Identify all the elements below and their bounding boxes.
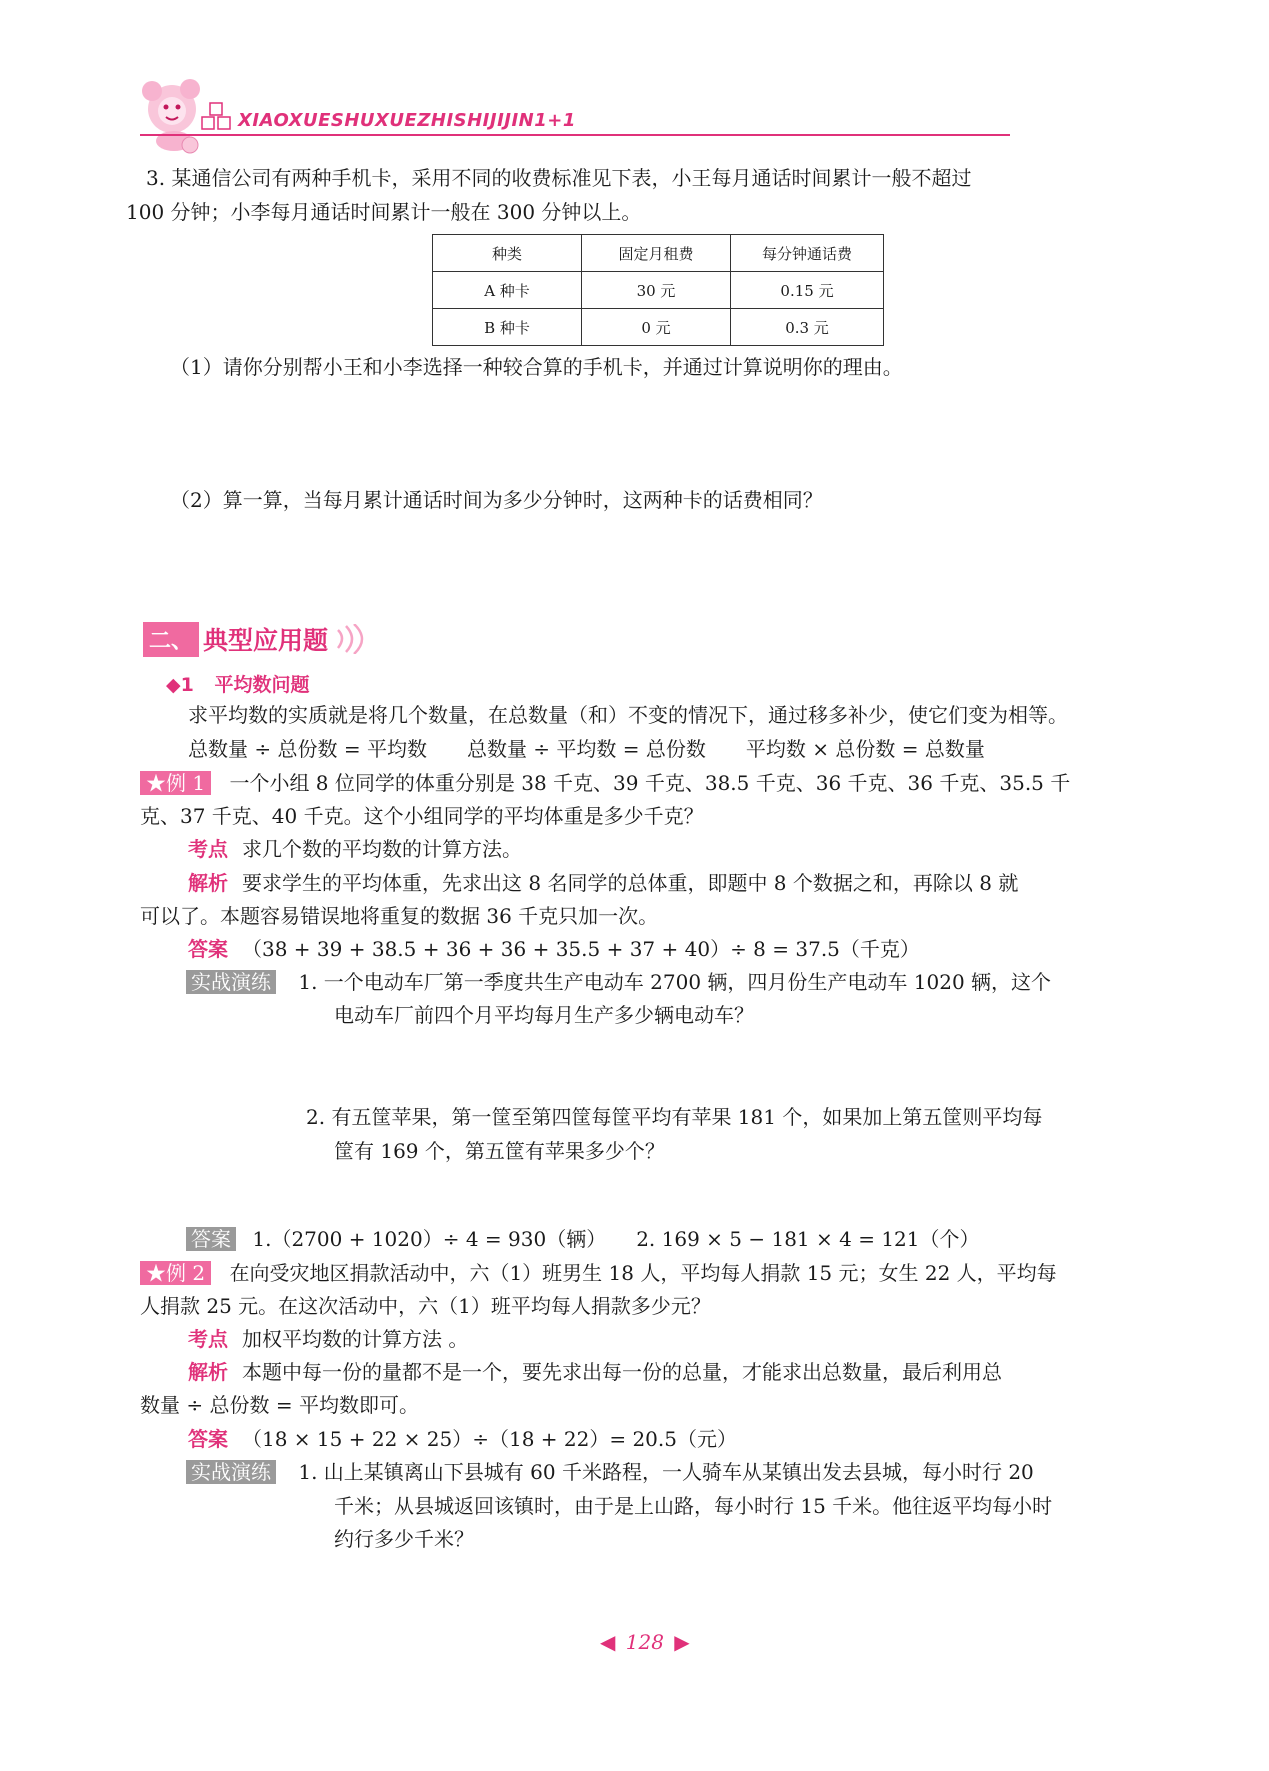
table-cell: 30 元 — [582, 272, 731, 309]
table-header-cell: 固定月租费 — [582, 235, 731, 272]
table-cell: 0 元 — [582, 309, 731, 346]
example2-practice1-cont: 千米；从县城返回该镇时，由于是上山路，每小时行 15 千米。他往返平均每小时 — [334, 1494, 1053, 1518]
kaodian-text: 求几个数的平均数的计算方法。 — [242, 837, 522, 861]
page-right-arrow-icon: ▶ — [674, 1630, 690, 1654]
example1-line2: 克、37 千克、40 千克。这个小组同学的平均体重是多少千克？ — [140, 804, 704, 828]
page-left-arrow-icon: ◀ — [600, 1630, 616, 1654]
table-cell: 0.3 元 — [731, 309, 884, 346]
jiexi-label: 解析 — [188, 871, 228, 895]
section-heading — [143, 621, 374, 657]
page-number — [600, 1630, 690, 1654]
example2-kaodian — [188, 1324, 468, 1354]
jiexi-text: 本题中每一份的量都不是一个，要先求出每一份的总量，才能求出总数量，最后利用总 — [242, 1360, 1002, 1384]
problem3-line2: 100 分钟；小李每月通话时间累计一般在 300 分钟以上。 — [126, 200, 642, 224]
table-header-cell: 每分钟通话费 — [731, 235, 884, 272]
example1-practice1 — [186, 967, 1051, 997]
example2-practice1-cont2: 约行多少千米？ — [334, 1527, 474, 1551]
problem3-line1: 3. 某通信公司有两种手机卡，采用不同的收费标准见下表，小王每月通话时间累计一般不超过 — [146, 166, 972, 190]
abc-blocks-icon — [200, 102, 234, 132]
daan-label: 答案 — [188, 937, 228, 961]
kaodian-text: 加权平均数的计算方法 。 — [242, 1327, 469, 1351]
example2-daan — [188, 1424, 737, 1454]
example1-kaodian — [188, 834, 522, 864]
jiexi-text: 要求学生的平均体重，先求出这 8 名同学的总体重，即题中 8 个数据之和，再除以 8 就 — [242, 871, 1019, 895]
jiexi-label: 解析 — [188, 1360, 228, 1384]
table-cell: A 种卡 — [433, 272, 582, 309]
example1-practice2: 2. 有五筐苹果，第一筐至第四筐每筐平均有苹果 181 个，如果加上第五筐则平均每 — [306, 1105, 1043, 1129]
example1-jiexi-cont: 可以了。本题容易错误地将重复的数据 36 千克只加一次。 — [140, 904, 659, 928]
example1-jiexi — [188, 868, 1018, 898]
question-1: （1）请你分别帮小王和小李选择一种较合算的手机卡，并通过计算说明你的理由。 — [170, 355, 903, 379]
table-row — [433, 272, 884, 309]
example1-practice1-cont: 电动车厂前四个月平均每月生产多少辆电动车？ — [334, 1003, 754, 1027]
question-2: （2）算一算，当每月累计通话时间为多少分钟时，这两种卡的话费相同？ — [170, 488, 823, 512]
table-header-cell: 种类 — [433, 235, 582, 272]
header-logo-text: XIAOXUESHUXUEZHISHIJIJIN1+1 — [238, 110, 576, 131]
example2-line2: 人捐款 25 元。在这次活动中，六（1）班平均每人捐款多少元？ — [140, 1294, 711, 1318]
example2-tag: ★例 2 — [140, 1261, 211, 1285]
kaodian-label: 考点 — [188, 1327, 228, 1351]
subsection-number: ◆1 — [166, 674, 194, 696]
example1-practice2-cont: 筐有 169 个，第五筐有苹果多少个？ — [334, 1139, 665, 1163]
practice1-text: 1. 一个电动车厂第一季度共生产电动车 2700 辆，四月份生产电动车 1020 辆，这个 — [298, 970, 1052, 994]
table-row — [433, 309, 884, 346]
table-header-row — [433, 235, 884, 272]
example2-jiexi-cont: 数量 ÷ 总份数 = 平均数即可。 — [140, 1393, 419, 1417]
example1-practice-answer — [186, 1224, 980, 1254]
subsection-heading — [166, 670, 309, 697]
example1-daan — [188, 934, 920, 964]
example1-line1 — [140, 768, 1070, 798]
practice-label: 实战演练 — [186, 970, 276, 994]
practice-answer-text: 1.（2700 + 1020）÷ 4 = 930（辆） 2. 169 × 5 − 181 × 4 = 121（个） — [252, 1227, 980, 1251]
subsection-title: 平均数问题 — [214, 674, 310, 696]
section-number: 二、 — [143, 622, 199, 657]
section-intro: 求平均数的实质就是将几个数量，在总数量（和）不变的情况下，通过移多补少，使它们变为相等。 — [188, 703, 1068, 727]
fee-table — [432, 234, 884, 346]
practice-label: 实战演练 — [186, 1460, 276, 1484]
signal-waves-icon — [334, 624, 374, 654]
daan-label: 答案 — [188, 1427, 228, 1451]
table-cell: 0.15 元 — [731, 272, 884, 309]
page-number-text: 128 — [625, 1630, 664, 1654]
example1-text: 一个小组 8 位同学的体重分别是 38 千克、39 千克、38.5 千克、36 千克、36 千克、35.5 千 — [229, 771, 1071, 795]
kaodian-label: 考点 — [188, 837, 228, 861]
example2-practice1 — [186, 1457, 1034, 1487]
example2-jiexi — [188, 1357, 1002, 1387]
table-cell: B 种卡 — [433, 309, 582, 346]
practice1-text: 1. 山上某镇离山下县城有 60 千米路程，一人骑车从某镇出发去县城，每小时行 20 — [298, 1460, 1034, 1484]
practice-answer-label: 答案 — [186, 1227, 236, 1251]
section-title: 典型应用题 — [203, 626, 329, 655]
header-rule — [140, 134, 1010, 136]
example2-line1 — [140, 1258, 1057, 1288]
section-formulas: 总数量 ÷ 总份数 = 平均数 总数量 ÷ 平均数 = 总份数 平均数 × 总份数 = 总数量 — [188, 737, 985, 761]
daan-text: （38 + 39 + 38.5 + 36 + 36 + 35.5 + 37 + 40）÷ 8 = 37.5（千克） — [242, 937, 920, 961]
mascot-icon — [130, 75, 210, 155]
example2-text: 在向受灾地区捐款活动中，六（1）班男生 18 人，平均每人捐款 15 元；女生 22 人，平均每 — [229, 1261, 1057, 1285]
daan-text: （18 × 15 + 22 × 25）÷（18 + 22）= 20.5（元） — [242, 1427, 737, 1451]
example1-tag: ★例 1 — [140, 771, 211, 795]
